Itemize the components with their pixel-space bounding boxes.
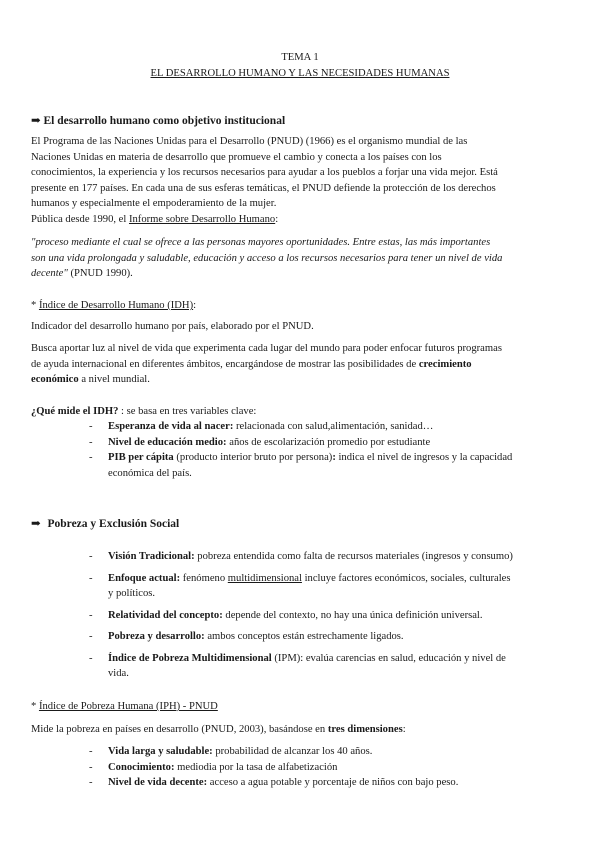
star-marker: * — [31, 701, 39, 712]
item-bold: Nivel de vida decente: — [108, 777, 208, 788]
informe-line — [31, 212, 498, 228]
idh-variables-list — [89, 419, 513, 481]
informe-suffix: : — [275, 213, 279, 225]
item-bold: Índice de Pobreza Multidimensional — [108, 652, 272, 664]
item-text: pobreza entendida como falta de recursos materiales (ingresos y consumo) — [194, 551, 513, 562]
list-item — [89, 744, 458, 760]
paragraph-line: Naciones Unidas en materia de desarrollo que promueve el cambio y conecta a los países con los — [31, 151, 442, 163]
dash-marker: - — [89, 551, 93, 562]
item-text: relacionada con salud,alimentación, sanidad… — [233, 421, 434, 432]
item-bold: Vida larga y saludable: — [108, 746, 213, 757]
section-heading-text: Pobreza y Exclusión Social — [47, 518, 180, 530]
busca-end: a nivel mundial. — [78, 374, 150, 385]
arrow-right-icon: ➡ — [31, 115, 41, 127]
item-bold: Conocimiento: — [108, 761, 175, 773]
paragraph-line — [31, 357, 502, 373]
paragraph-line: conocimientos, la experiencia y los recursos necesarios para ayudar a los pueblos a forjar una vida mejor. Está — [31, 167, 498, 178]
idh-definition: Indicador del desarrollo humano por país, elaborado por el PNUD. — [31, 321, 314, 332]
item-text: (IPM): evalúa carencias en salud, educación y nivel de — [271, 652, 506, 664]
list-item — [89, 549, 513, 565]
pobreza-list — [89, 549, 513, 682]
item-bold: Relatividad del concepto: — [108, 609, 223, 621]
item-bold: Pobreza y desarrollo: — [108, 631, 205, 642]
idh-title-suffix: : — [193, 300, 197, 311]
item-bold: Esperanza de vida al nacer: — [108, 421, 234, 432]
item-text: indica el nivel de ingresos y la capacidad — [335, 452, 513, 463]
list-item — [89, 450, 513, 481]
arrow-right-icon: ➡ — [31, 518, 41, 530]
informe-link[interactable]: Informe sobre Desarrollo Humano — [128, 213, 276, 225]
item-text: probabilidad de alcanzar los 40 años. — [212, 746, 373, 757]
iph-heading — [31, 699, 218, 715]
item-continuation: y políticos. — [108, 588, 156, 599]
multidimensional-link[interactable]: multidimensional — [227, 572, 302, 584]
dash-marker: - — [89, 631, 93, 642]
dash-marker: - — [89, 761, 93, 773]
mide-text: Mide la pobreza en países en desarrollo (PNUD, 2003), basándose en — [31, 724, 328, 735]
tema-label: TEMA 1 — [281, 52, 319, 63]
paragraph-line: Busca aportar luz al nivel de vida que experimenta cada lugar del mundo para poder enfocar futuros programas — [31, 343, 502, 354]
dash-marker: - — [89, 452, 93, 463]
paragraph-line: presente en 177 países. En cada una de sus esferas temáticas, el PNUD defiende la protección de los derechos — [31, 182, 496, 194]
definition-quote — [31, 235, 502, 282]
mide-bold: tres dimensiones — [327, 724, 403, 735]
item-text: años de escolarización promedio por estudiante — [226, 436, 431, 448]
list-item — [89, 435, 512, 451]
paragraph-line: humanos y especialmente el empoderamiento de la mujer. — [31, 198, 277, 209]
mide-question: ¿Qué mide el IDH? — [31, 406, 119, 417]
iph-mide-line — [31, 722, 406, 738]
section-heading-text: El desarrollo humano como objetivo institucional — [43, 115, 286, 127]
quote-line — [31, 266, 502, 282]
mide-text: : se basa en tres variables clave: — [118, 406, 257, 417]
busca-text: de ayuda internacional en diferentes ámbitos, encargándose de mostrar las posibilidades de — [31, 358, 419, 370]
list-item — [89, 629, 513, 645]
dash-marker: - — [89, 609, 93, 621]
item-text: depende del contexto, no hay una única definición universal. — [222, 609, 483, 621]
quote-source: (PNUD 1990). — [67, 268, 133, 279]
busca-bold: económico — [31, 374, 79, 385]
item-text: mediodia por la tasa de alfabetización — [174, 761, 338, 773]
section-heading-pobreza — [31, 516, 179, 530]
dash-marker: - — [89, 777, 93, 788]
item-text: ambos conceptos están estrechamente ligados. — [204, 631, 404, 642]
paragraph-line — [31, 372, 502, 388]
item-bold: Nivel de educación medio: — [108, 436, 227, 448]
item-text: acceso a agua potable y porcentaje de niños con bajo peso. — [207, 777, 459, 788]
dash-marker: - — [89, 572, 93, 584]
busca-bold: crecimiento — [418, 358, 472, 370]
dash-marker: - — [89, 436, 93, 448]
item-text: incluye factores económicos, sociales, culturales — [301, 572, 511, 584]
star-marker: * — [31, 300, 39, 311]
idh-heading — [31, 298, 196, 314]
item-continuation: económica del país. — [108, 467, 192, 479]
item-bold: PIB per cápita — [108, 452, 174, 463]
list-item — [89, 760, 458, 776]
pnud-paragraph — [31, 134, 498, 227]
quote-line-end: decente" — [31, 268, 68, 279]
item-continuation: vida. — [108, 668, 129, 679]
list-item — [89, 608, 513, 624]
list-item — [89, 419, 512, 435]
item-bold: : — [332, 452, 336, 463]
dash-marker: - — [89, 421, 93, 432]
list-item — [89, 775, 459, 791]
item-text: (producto interior bruto por persona) — [173, 452, 333, 463]
page-title: EL DESARROLLO HUMANO Y LAS NECESIDADES HUMANAS — [150, 68, 450, 79]
mide-end: : — [402, 724, 406, 735]
paragraph-line: El Programa de las Naciones Unidas para el Desarrollo (PNUD) (1966) es el organismo mundial de las — [31, 136, 468, 147]
iph-dimensions-list — [89, 744, 459, 791]
item-bold: Enfoque actual: — [108, 572, 181, 584]
idh-busca-paragraph — [31, 341, 502, 388]
iph-title: Índice de Pobreza Humana (IPH) - PNUD — [38, 701, 218, 712]
idh-title: Índice de Desarrollo Humano (IDH) — [38, 300, 194, 311]
item-bold: Visión Tradicional: — [108, 551, 195, 562]
list-item — [89, 651, 513, 682]
idh-mide-line — [31, 404, 256, 420]
list-item — [89, 571, 513, 602]
quote-line: son una vida prolongada y saludable, educación y acceso a los recursos necesarios para tener un nivel de vida — [31, 252, 503, 264]
dash-marker: - — [89, 746, 93, 757]
dash-marker: - — [89, 652, 93, 664]
quote-line: "proceso mediante el cual se ofrece a las personas mayores oportunidades. Entre estas, las más importantes — [31, 237, 491, 248]
informe-prefix: Pública desde 1990, el — [31, 213, 129, 225]
item-text: fenómeno — [180, 572, 228, 584]
section-heading-desarrollo — [31, 113, 285, 127]
